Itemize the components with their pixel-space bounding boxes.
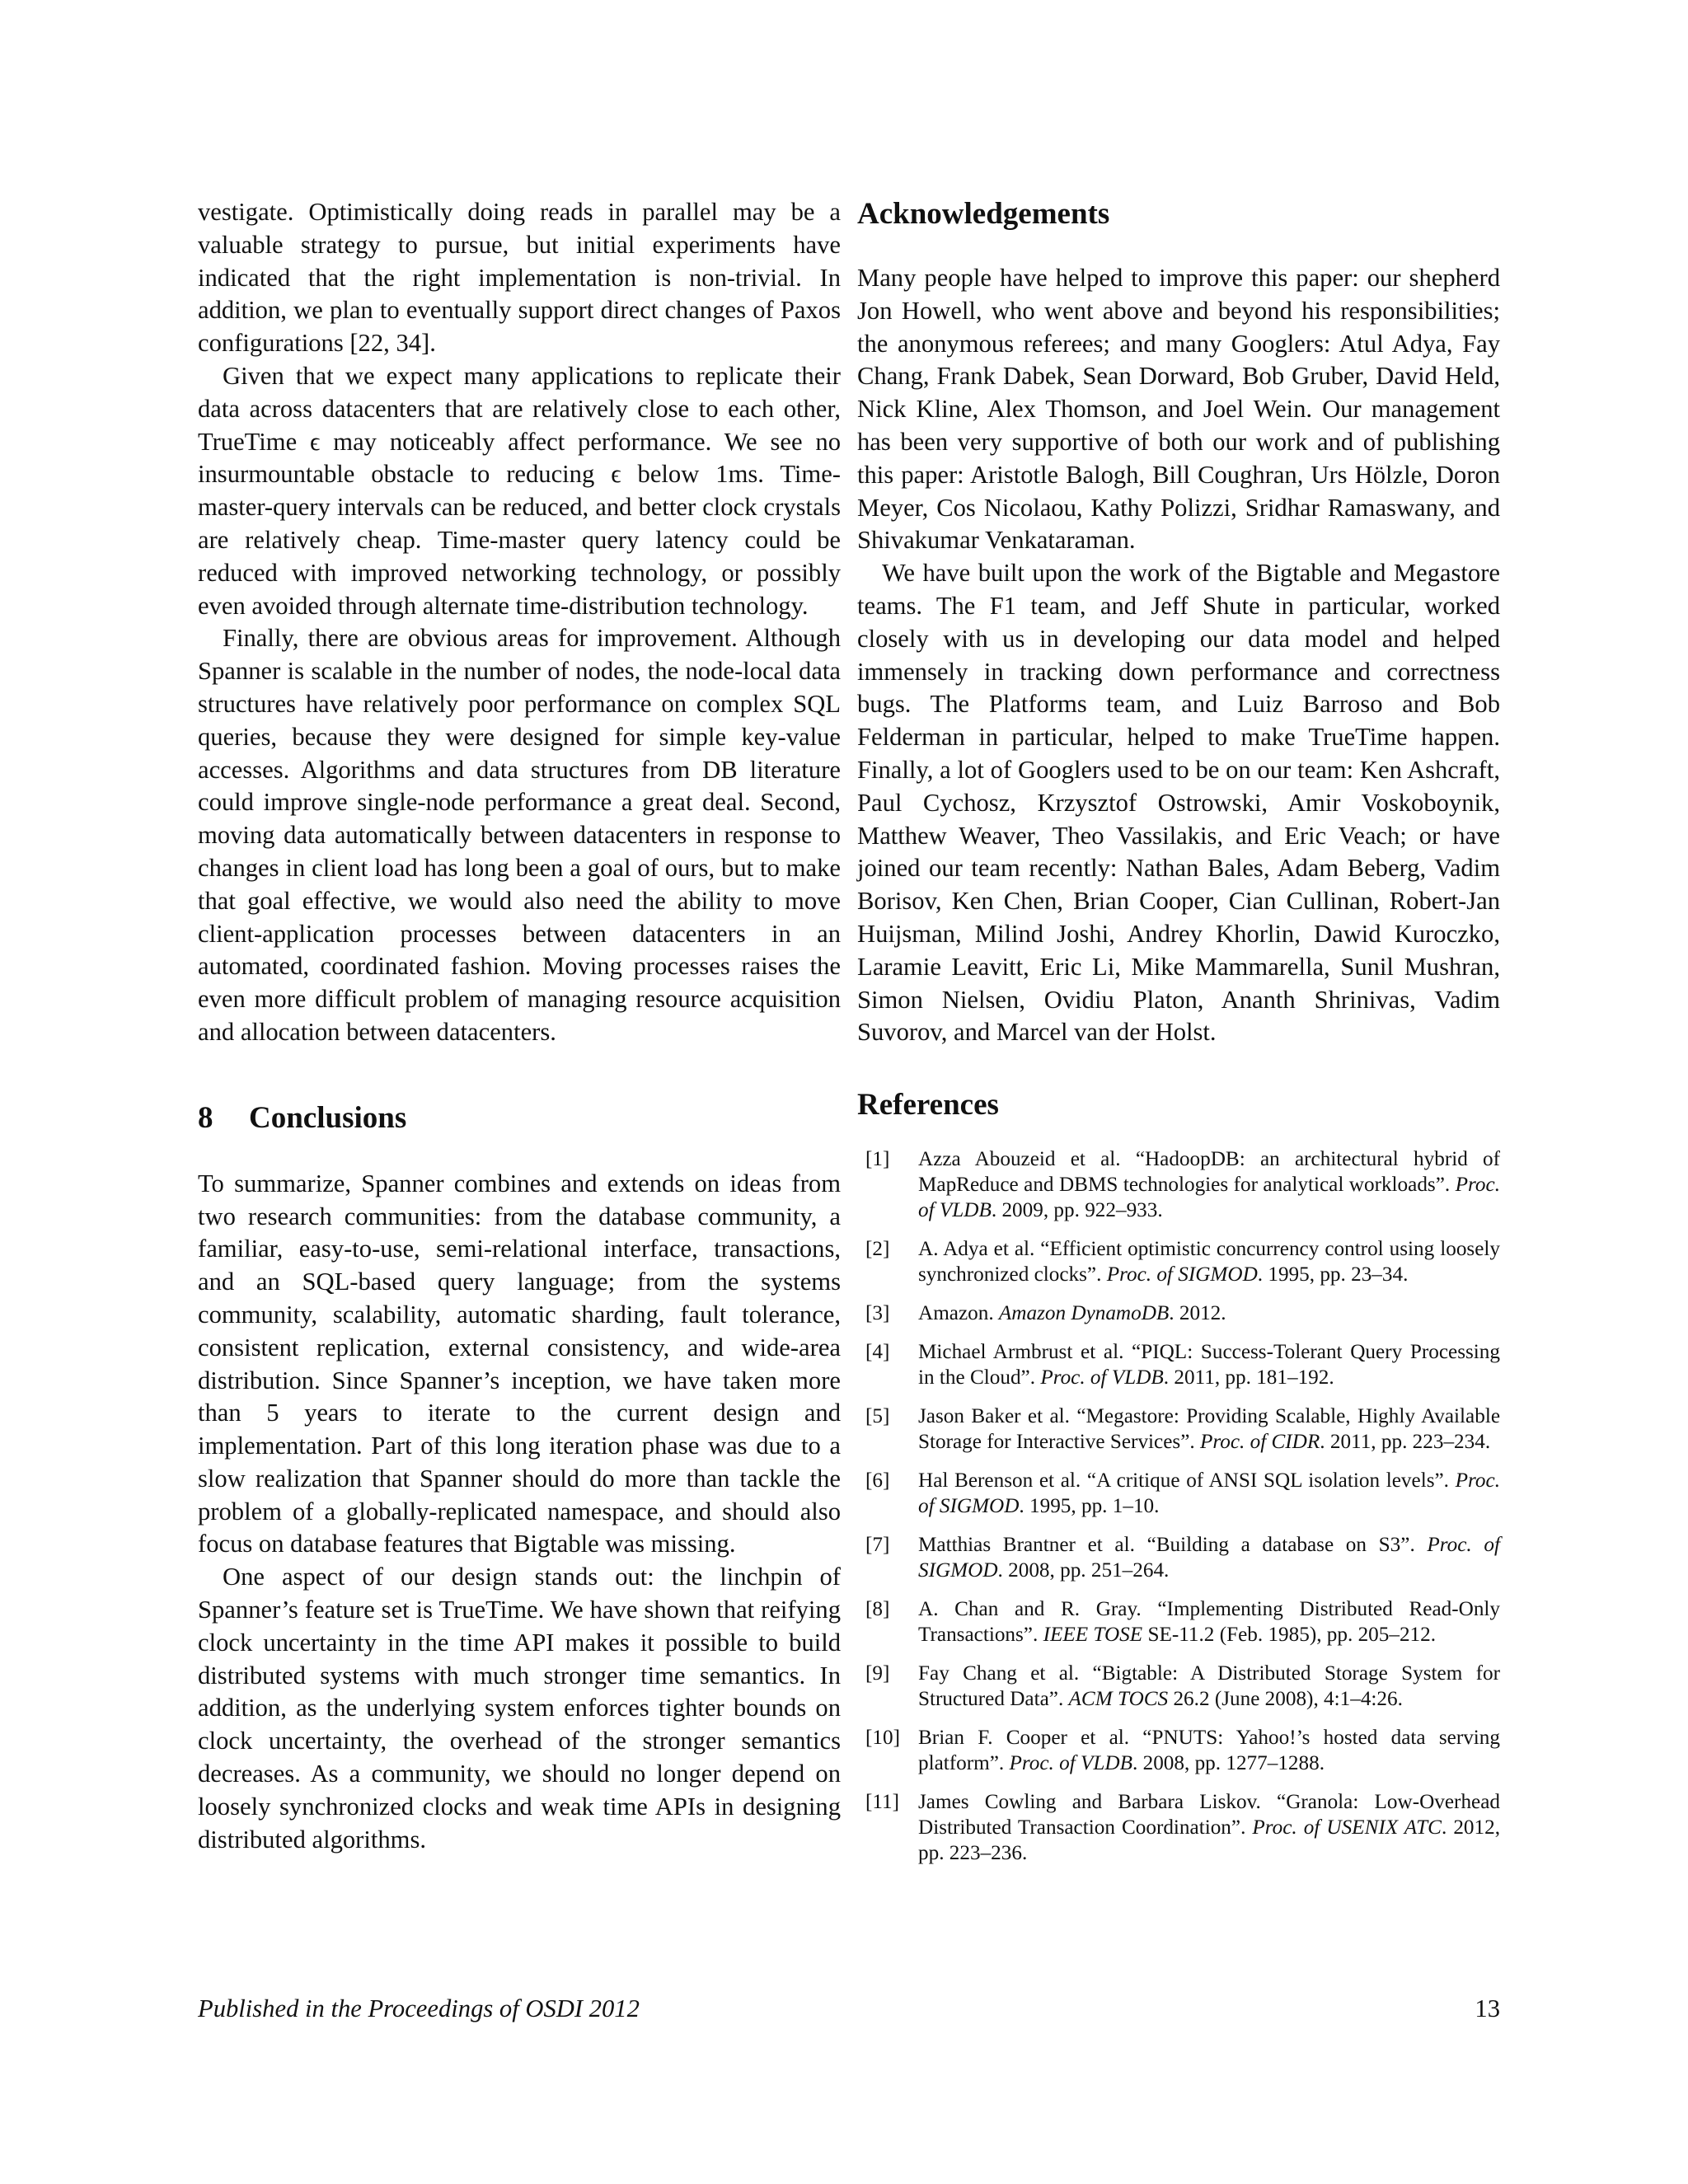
conclusions-heading: [198, 1099, 841, 1138]
reference-venue: Proc. of VLDB: [918, 1174, 1500, 1222]
reference-item: [857, 1404, 1500, 1455]
reference-item: [857, 1596, 1500, 1647]
reference-number: [10]: [865, 1727, 900, 1750]
paragraph-truetime: Given that we expect many applications to replicate their data across datacenters that are relatively close to each other, TrueTime ϵ may noticeably affect performance. We see no insurmountable obstacle to reducing ϵ below 1ms. Time-master-query intervals can be reduced, and better clock crystals are relatively cheap. Time-master query latency could be reduced with improved networking technology, or possibly even avoided through alternate time-distribution technology.: [198, 361, 841, 620]
reference-citation: Michael Armbrust et al. “PIQL: Success-Tolerant Query Processing in the Cloud”.: [918, 1341, 1500, 1390]
reference-number: [9]: [865, 1662, 890, 1685]
reference-venue: Amazon DynamoDB: [998, 1302, 1170, 1325]
page-number: 13: [1475, 1994, 1500, 2022]
reference-number: [11]: [865, 1791, 900, 1814]
reference-citation: Jason Baker et al. “Megastore: Providing Scalable, Highly Available Storage for Interactive Services”.: [918, 1405, 1500, 1454]
reference-text: [918, 1146, 1500, 1223]
reference-text: [918, 1789, 1500, 1866]
reference-item: [857, 1725, 1500, 1776]
reference-citation: Brian F. Cooper et al. “PNUTS: Yahoo!’s hosted data serving platform”.: [918, 1727, 1500, 1775]
reference-details: . 2011, pp. 181–192.: [1163, 1366, 1334, 1390]
acknowledgements-paragraph-2: We have built upon the work of the Bigtable and Megastore teams. The F1 team, and Jeff Shute in particular, worked closely with us in developing our data model and helped immensely in tracking down performance and correctness bugs. The Platforms team, and Luiz Barroso and Bob Felderman in particular, helped to make TrueTime happen. Finally, a lot of Googlers used to be on our team: Ken Ashcraft, Paul Cychosz, Krzysztof Ostrowski, Amir Voskoboynik, Matthew Weaver, Theo Vassilakis, and Eric Veach; or have joined our team recently: Nathan Bales, Adam Beberg, Vadim Borisov, Ken Chen, Brian Cooper, Cian Cullinan, Robert-Jan Huijsman, Milind Joshi, Andrey Khorlin, Dawid Kuroczko, Laramie Leavitt, Eric Li, Mike Mammarella, Sunil Mushran, Simon Nielsen, Ovidiu Platon, Ananth Shrinivas, Vadim Suvorov, and Marcel van der Holst.: [857, 559, 1500, 1047]
reference-details: . 1995, pp. 1–10.: [1019, 1495, 1160, 1518]
reference-venue: ACM TOCS: [1068, 1688, 1169, 1711]
reference-text: [918, 1404, 1500, 1455]
section-title: Conclusions: [249, 1100, 407, 1135]
paragraph-summary: To summarize, Spanner combines and extends on ideas from two research communities: from the database community, a familiar, easy-to-use, semi-relational interface, transactions, and an SQL-based query language; from the systems community, scalability, automatic sharding, fault tolerance, consistent replication, external consistency, and wide-area distribution. Since Spanner’s inception, we have taken more than 5 years to iterate to the current design and implementation. Part of this long iteration phase was due to a slow realization that Spanner should do more than tackle the problem of a globally-replicated namespace, and should also focus on database features that Bigtable was missing.: [198, 1169, 841, 1558]
reference-number: [8]: [865, 1598, 890, 1621]
reference-item: [857, 1146, 1500, 1223]
reference-item: [857, 1661, 1500, 1712]
reference-item: [857, 1236, 1500, 1287]
reference-venue: Proc. of USENIX ATC: [1252, 1816, 1442, 1840]
reference-item: [857, 1789, 1500, 1866]
reference-number: [1]: [865, 1148, 890, 1171]
right-column: [857, 196, 1500, 1879]
acknowledgements-paragraph-1: Many people have helped to improve this paper: our shepherd Jon Howell, who went above and beyond his responsibilities; the anonymous referees; and many Googlers: Atul Adya, Fay Chang, Frank Dabek, Sean Dorward, Bob Gruber, David Held, Nick Kline, Alex Thomson, and Joel Wein. Our management has been very supportive of both our work and of publishing this paper: Aristotle Balogh, Bill Coughran, Urs Hölzle, Doron Meyer, Cos Nicolaou, Kathy Polizzi, Sridhar Ramaswany, and Shivakumar Venkataraman.: [857, 264, 1500, 555]
reference-item: [857, 1301, 1500, 1326]
reference-venue: Proc. of SIGMOD: [918, 1469, 1500, 1518]
reference-number: [5]: [865, 1405, 890, 1428]
reference-citation: Azza Abouzeid et al. “HadoopDB: an architectural hybrid of MapReduce and DBMS technologies for analytical workloads”.: [918, 1148, 1500, 1197]
reference-details: . 2008, pp. 1277–1288.: [1132, 1752, 1325, 1775]
references-heading: References: [857, 1088, 999, 1122]
reference-number: [3]: [865, 1302, 890, 1325]
reference-number: [2]: [865, 1238, 890, 1261]
paragraph-linchpin: One aspect of our design stands out: the linchpin of Spanner’s feature set is TrueTime. We have shown that reifying clock uncertainty in the time API makes it possible to build distributed systems with much stronger time semantics. In addition, as the underlying system enforces tighter bounds on clock uncertainty, the overhead of the stronger semantics decreases. As a community, we should no longer depend on loosely synchronized clocks and weak time APIs in designing distributed algorithms.: [198, 1563, 841, 1854]
publication-note: Published in the Proceedings of OSDI 2012: [198, 1994, 640, 2022]
reference-citation: Amazon.: [918, 1302, 999, 1325]
reference-text: [918, 1468, 1500, 1519]
paragraph-improvements: Finally, there are obvious areas for improvement. Although Spanner is scalable in the number of nodes, the node-local data structures have relatively poor performance on complex SQL queries, because they were designed for simple key-value accesses. Algorithms and data structures from DB literature could improve single-node performance a great deal. Second, moving data automatically between datacenters in response to changes in client load has long been a goal of ours, but to make that goal effective, we would also need the ability to move client-application processes between datacenters in an automated, coordinated fashion. Moving processes raises the even more difficult problem of managing resource acquisition and allocation between datacenters.: [198, 624, 841, 1046]
reference-details: 26.2 (June 2008), 4:1–4:26.: [1168, 1688, 1403, 1711]
reference-citation: Fay Chang et al. “Bigtable: A Distributed Storage System for Structured Data”.: [918, 1662, 1500, 1711]
reference-text: [918, 1725, 1500, 1776]
reference-text: [918, 1339, 1500, 1390]
reference-text: [918, 1301, 1500, 1326]
reference-list: [857, 1146, 1500, 1866]
paragraph-continuation: vestigate. Optimistically doing reads in parallel may be a valuable strategy to pursue, but initial experiments have indicated that the right implementation is non-trivial. In addition, we plan to eventually support direct changes of Paxos configurations [22, 34].: [198, 198, 841, 358]
reference-details: . 2012.: [1169, 1302, 1226, 1325]
reference-venue: Proc. of SIGMOD: [918, 1534, 1500, 1582]
reference-number: [7]: [865, 1534, 890, 1557]
reference-details: . 2009, pp. 922–933.: [991, 1199, 1163, 1222]
reference-citation: A. Adya et al. “Efficient optimistic concurrency control using loosely synchronized clocks”.: [918, 1238, 1500, 1286]
reference-venue: IEEE TOSE: [1043, 1624, 1143, 1647]
reference-details: . 2012, pp. 223–236.: [918, 1816, 1501, 1865]
reference-citation: Hal Berenson et al. “A critique of ANSI SQL isolation levels”.: [918, 1469, 1456, 1493]
reference-text: [918, 1236, 1500, 1287]
reference-venue: Proc. of CIDR: [1199, 1431, 1320, 1454]
reference-text: [918, 1661, 1500, 1712]
reference-item: [857, 1468, 1500, 1519]
reference-citation: Matthias Brantner et al. “Building a database on S3”.: [918, 1534, 1428, 1557]
reference-item: [857, 1339, 1500, 1390]
reference-number: [6]: [865, 1469, 890, 1493]
section-number: 8: [198, 1100, 213, 1135]
reference-number: [4]: [865, 1341, 890, 1364]
reference-details: . 1995, pp. 23–34.: [1257, 1263, 1409, 1286]
reference-citation: James Cowling and Barbara Liskov. “Granola: Low-Overhead Distributed Transaction Coordination”.: [918, 1791, 1500, 1840]
reference-item: [857, 1532, 1500, 1583]
reference-text: [918, 1532, 1500, 1583]
reference-text: [918, 1596, 1500, 1647]
reference-details: SE-11.2 (Feb. 1985), pp. 205–212.: [1142, 1624, 1437, 1647]
acknowledgements-heading: Acknowledgements: [857, 197, 1110, 231]
page-footer: [198, 1994, 1500, 2023]
reference-details: . 2008, pp. 251–264.: [997, 1559, 1170, 1582]
reference-details: . 2011, pp. 223–234.: [1320, 1431, 1491, 1454]
left-column: [198, 196, 841, 1856]
reference-venue: Proc. of VLDB: [1009, 1752, 1132, 1775]
reference-citation: A. Chan and R. Gray. “Implementing Distributed Read-Only Transactions”.: [918, 1598, 1500, 1647]
reference-venue: Proc. of VLDB: [1040, 1366, 1164, 1390]
reference-venue: Proc. of SIGMOD: [1106, 1263, 1258, 1286]
